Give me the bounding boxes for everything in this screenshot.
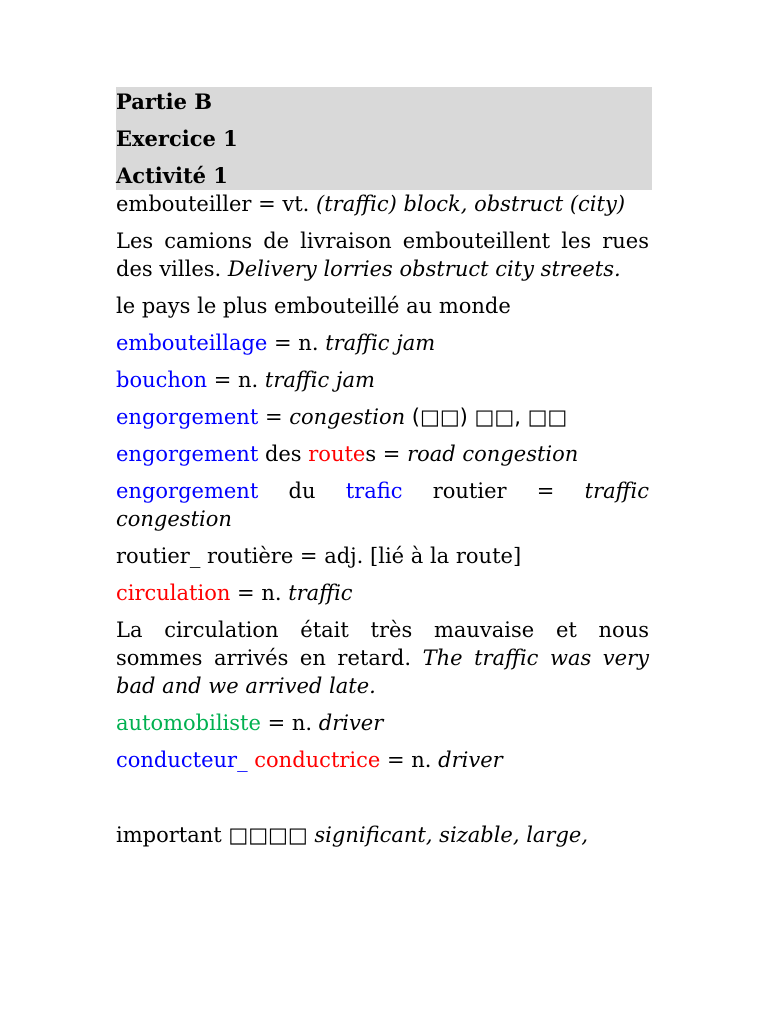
section-header — [116, 87, 652, 190]
connector: des — [258, 442, 309, 466]
french-sentence: Les camions de livraison embouteillent les rues des villes. — [116, 229, 649, 281]
example-sentence — [116, 616, 649, 700]
activity-heading: Activité 1 — [116, 163, 228, 188]
untranslated-glyphs: □□□□ — [221, 823, 315, 847]
definition-marker: routier = — [402, 479, 585, 503]
definition-marker: = n. — [230, 581, 289, 605]
entry-circulation — [116, 579, 649, 607]
connector: du — [258, 479, 346, 503]
term: engorgement — [116, 405, 259, 429]
untranslated-glyphs: (□□) □□, □□ — [405, 405, 568, 429]
english-translation: Delivery lorries obstruct city streets. — [227, 257, 621, 281]
definition-marker: = n. — [207, 368, 265, 392]
term: embouteiller — [116, 192, 252, 216]
entry-conducteur — [116, 746, 649, 774]
english-gloss: (traffic) block, obstruct (city) — [316, 192, 626, 216]
english-gloss: traffic jam — [264, 368, 375, 392]
example-phrase: le pays le plus embouteillé au monde — [116, 294, 511, 318]
term-secondary: trafic — [345, 479, 403, 503]
english-gloss: road congestion — [407, 442, 579, 466]
exercise-heading: Exercice 1 — [116, 126, 238, 151]
plural-suffix: s — [365, 442, 377, 466]
term: automobiliste — [116, 711, 261, 735]
term-secondary: conductrice — [254, 748, 381, 772]
english-gloss: traffic — [288, 581, 353, 605]
term: important — [116, 823, 222, 847]
document-page — [116, 87, 652, 858]
term: conducteur_ — [116, 748, 248, 772]
example-sentence — [116, 227, 649, 283]
english-gloss: significant, sizable, large, — [314, 823, 589, 847]
english-gloss: traffic jam — [325, 331, 436, 355]
definition-marker: = vt. — [251, 192, 317, 216]
french-sentence: La circulation était très mauvaise et nous sommes arrivés en retard. — [116, 618, 649, 670]
entry-engorgement-du-trafic — [116, 477, 649, 533]
entry-engorgement-des-routes — [116, 440, 649, 468]
definition-marker: = — [258, 405, 290, 429]
definition-marker: = n. — [267, 331, 326, 355]
term-secondary: route — [308, 442, 366, 466]
term: bouchon — [116, 368, 208, 392]
english-gloss: traffic congestion — [116, 479, 649, 531]
entry-embouteiller — [116, 190, 649, 218]
term: engorgement — [116, 442, 259, 466]
entry-engorgement — [116, 403, 649, 431]
term: circulation — [116, 581, 231, 605]
definition-marker: = n. — [260, 711, 319, 735]
english-translation: The traffic was very bad and we arrived late. — [116, 646, 649, 698]
term: embouteillage — [116, 331, 268, 355]
english-gloss: congestion — [289, 405, 406, 429]
entry-important — [116, 821, 649, 849]
entry-routier: routier_ routière = adj. [lié à la route] — [116, 544, 522, 568]
term: engorgement — [116, 479, 259, 503]
entry-bouchon — [116, 366, 649, 394]
entry-embouteillage — [116, 329, 649, 357]
definition-marker: = n. — [380, 748, 439, 772]
entry-automobiliste — [116, 709, 649, 737]
part-heading: Partie B — [116, 89, 212, 114]
definition-marker: = — [376, 442, 408, 466]
english-gloss: driver — [438, 748, 503, 772]
english-gloss: driver — [318, 711, 384, 735]
